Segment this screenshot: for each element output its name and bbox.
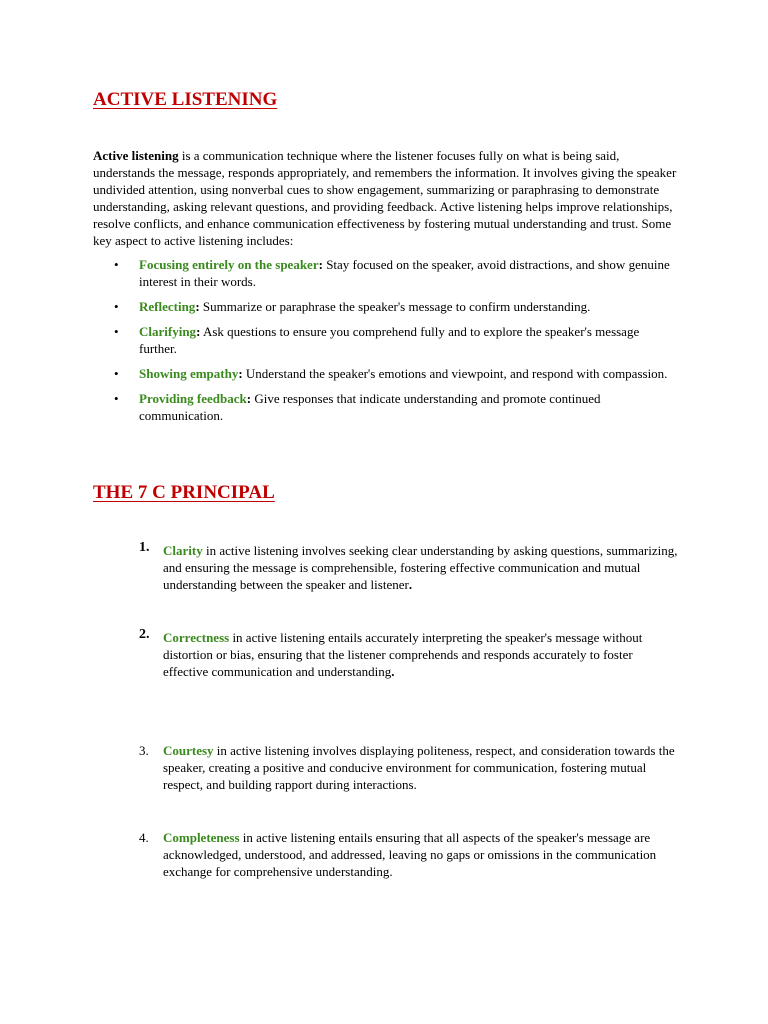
principle-number: 3. [139, 743, 149, 758]
bullet-term: Focusing entirely on the speaker [139, 257, 319, 272]
bullet-colon: : [238, 366, 243, 381]
principle-text: in active listening involves seeking clear understanding by asking questions, summarizing, and ensuring the message is comprehensible, fostering effective communication and mutual understanding between the speaker and listener [163, 543, 678, 592]
bullet-colon: : [318, 257, 323, 272]
intro-paragraph [93, 147, 677, 249]
bullet-term: Clarifying [139, 324, 197, 339]
list-item [114, 390, 679, 424]
bullet-text: Ask questions to ensure you comprehend fully and to explore the speaker's message further. [139, 324, 640, 356]
bullet-text: Stay focused on the speaker, avoid distractions, and show genuine interest in their words. [139, 257, 670, 289]
heading-active-listening: ACTIVE LISTENING [93, 89, 278, 110]
bullet-text: Give responses that indicate understanding and promote continued communication. [139, 391, 601, 423]
intro-lead: Active listening [93, 148, 179, 163]
bullet-icon: • [114, 324, 119, 339]
bullet-colon: : [196, 324, 201, 339]
principle-term: Completeness [163, 830, 240, 845]
principle-end: . [408, 577, 413, 592]
principle-term: Correctness [163, 630, 230, 645]
principle-text: in active listening involves displaying politeness, respect, and consideration towards the speaker, creating a positive and conducive environment for communication, fostering mutual respect, and building rapport during interactions. [163, 743, 675, 792]
list-item [114, 298, 679, 315]
list-item [114, 323, 679, 357]
list-item [114, 365, 679, 382]
principle-text: in active listening entails accurately interpreting the speaker's message without distortion or bias, ensuring that the listener comprehends and responds accurately to foster effective communication and understanding [163, 630, 643, 679]
bullet-icon: • [114, 257, 119, 272]
principle-item [139, 627, 679, 680]
bullet-term: Showing empathy [139, 366, 239, 381]
principle-number: 2. [139, 627, 150, 642]
bullet-text: Understand the speaker's emotions and viewpoint, and respond with compassion. [242, 366, 668, 381]
principle-text: in active listening entails ensuring that all aspects of the speaker's message are acknowledged, understood, and addressed, leaving no gaps or omissions in the communication exchange for comprehensive understanding. [163, 830, 657, 879]
principle-item [139, 540, 679, 593]
active-listening-list [114, 256, 679, 432]
bullet-term: Providing feedback [139, 391, 247, 406]
principle-number: 4. [139, 830, 149, 845]
principle-item [139, 742, 679, 793]
intro-text: is a communication technique where the listener focuses fully on what is being said, understands the message, responds appropriately, and remembers the information. It involves giving the speaker undivided attention, using nonverbal cues to show engagement, summarizing or paraphrasing to demonstrate understanding, asking relevant questions, and providing feedback. Active listening helps improve relationships, resolve conflicts, and enhance communication effectiveness by fostering mutual understanding and trust. Some key aspect to active listening includes: [93, 148, 677, 248]
principle-term: Courtesy [163, 743, 214, 758]
bullet-icon: • [114, 366, 119, 381]
bullet-text: Summarize or paraphrase the speaker's message to confirm understanding. [199, 299, 591, 314]
principle-end: . [391, 664, 395, 679]
bullet-icon: • [114, 299, 119, 314]
bullet-colon: : [195, 299, 200, 314]
principle-number: 1. [139, 540, 150, 555]
bullet-colon: : [246, 391, 252, 406]
principle-item [139, 829, 679, 880]
list-item [114, 256, 679, 290]
principle-term: Clarity [163, 543, 203, 558]
heading-7c-principal: THE 7 C PRINCIPAL [93, 482, 275, 503]
bullet-term: Reflecting [139, 299, 196, 314]
bullet-icon: • [114, 391, 119, 406]
